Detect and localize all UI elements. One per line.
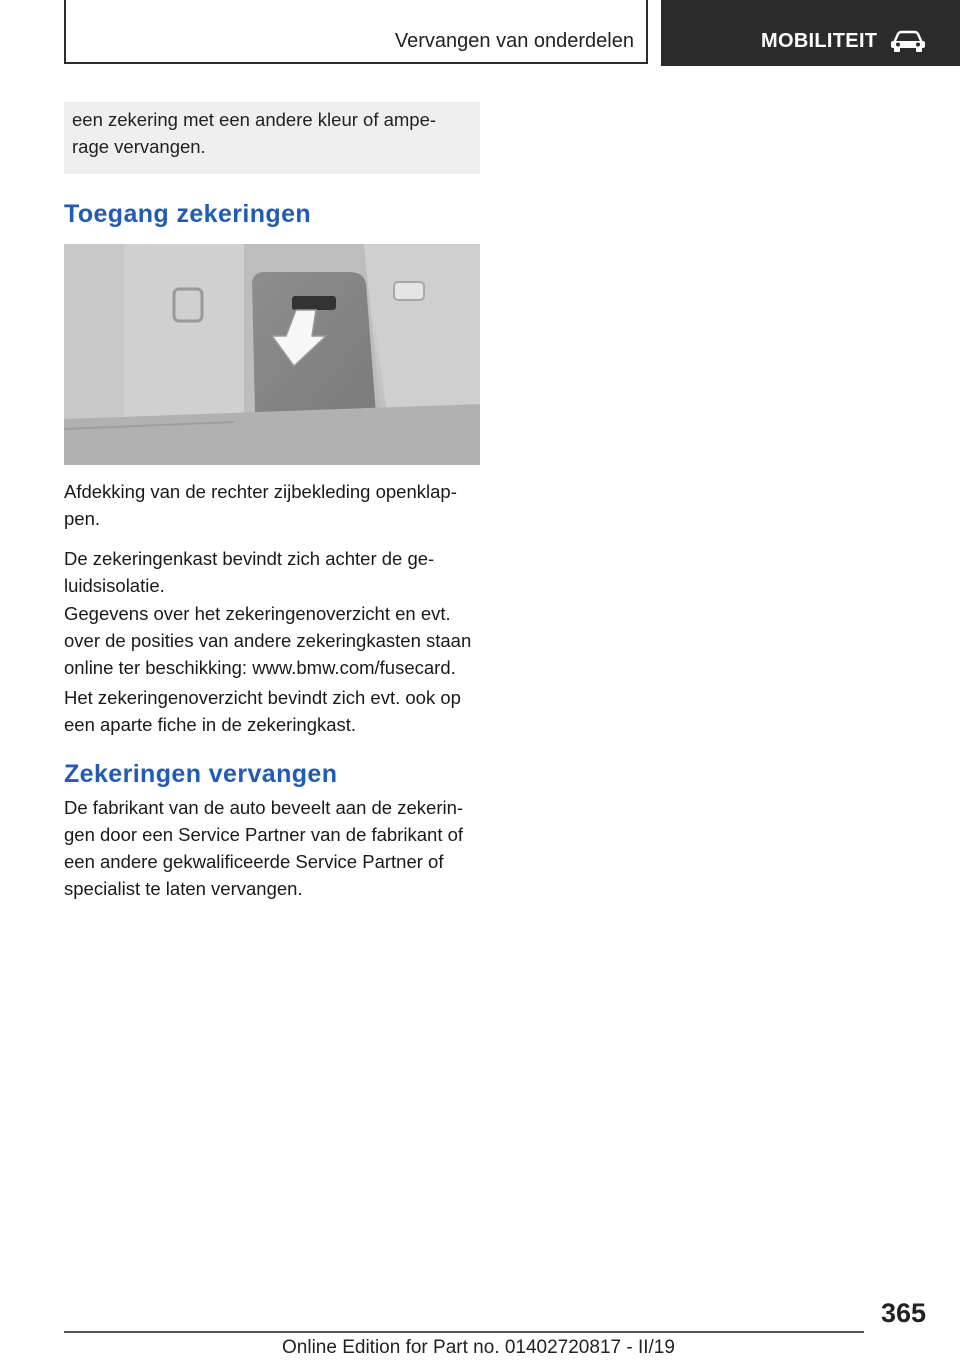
chapter-tab: [661, 0, 960, 66]
page-number: 365: [880, 1298, 926, 1328]
paragraph: Het zekeringenoverzicht bevindt zich evt. ook op een aparte fiche in de zekeringkast.: [64, 687, 461, 735]
paragraph: Afdekking van de rechter zijbekleding openklap-pen.: [64, 481, 457, 529]
car-icon: [890, 29, 926, 53]
paragraph: Gegevens over het zekeringenoverzicht en evt. over de posities van andere zekeringkasten staan online ter beschikking: www.bmw.com/fusecard.: [64, 603, 472, 678]
chapter-title: MOBILITEIT: [761, 30, 878, 52]
section-heading-toegang: Toegang zekeringen: [64, 200, 312, 228]
footer-divider: [64, 1331, 864, 1333]
note-text: een zekering met een andere kleur of ampe-rage vervangen.: [72, 109, 437, 157]
running-header: [64, 0, 648, 64]
edition-text: Online Edition for Part no. 01402720817 - II/19: [282, 1337, 675, 1358]
section-heading-vervangen: Zekeringen vervangen: [64, 760, 338, 788]
fuse-cover-photo: [64, 244, 480, 465]
note-box: [64, 102, 480, 174]
paragraph: De zekeringenkast bevindt zich achter de ge-luidsisolatie.: [64, 548, 435, 596]
paragraph: De fabrikant van de auto beveelt aan de zekerin-gen door een Service Partner van de fabrikant of een andere gekwalificeerde Service Partner of specialist te laten vervangen.: [64, 797, 464, 899]
section-title: Vervangen van onderdelen: [394, 30, 634, 52]
